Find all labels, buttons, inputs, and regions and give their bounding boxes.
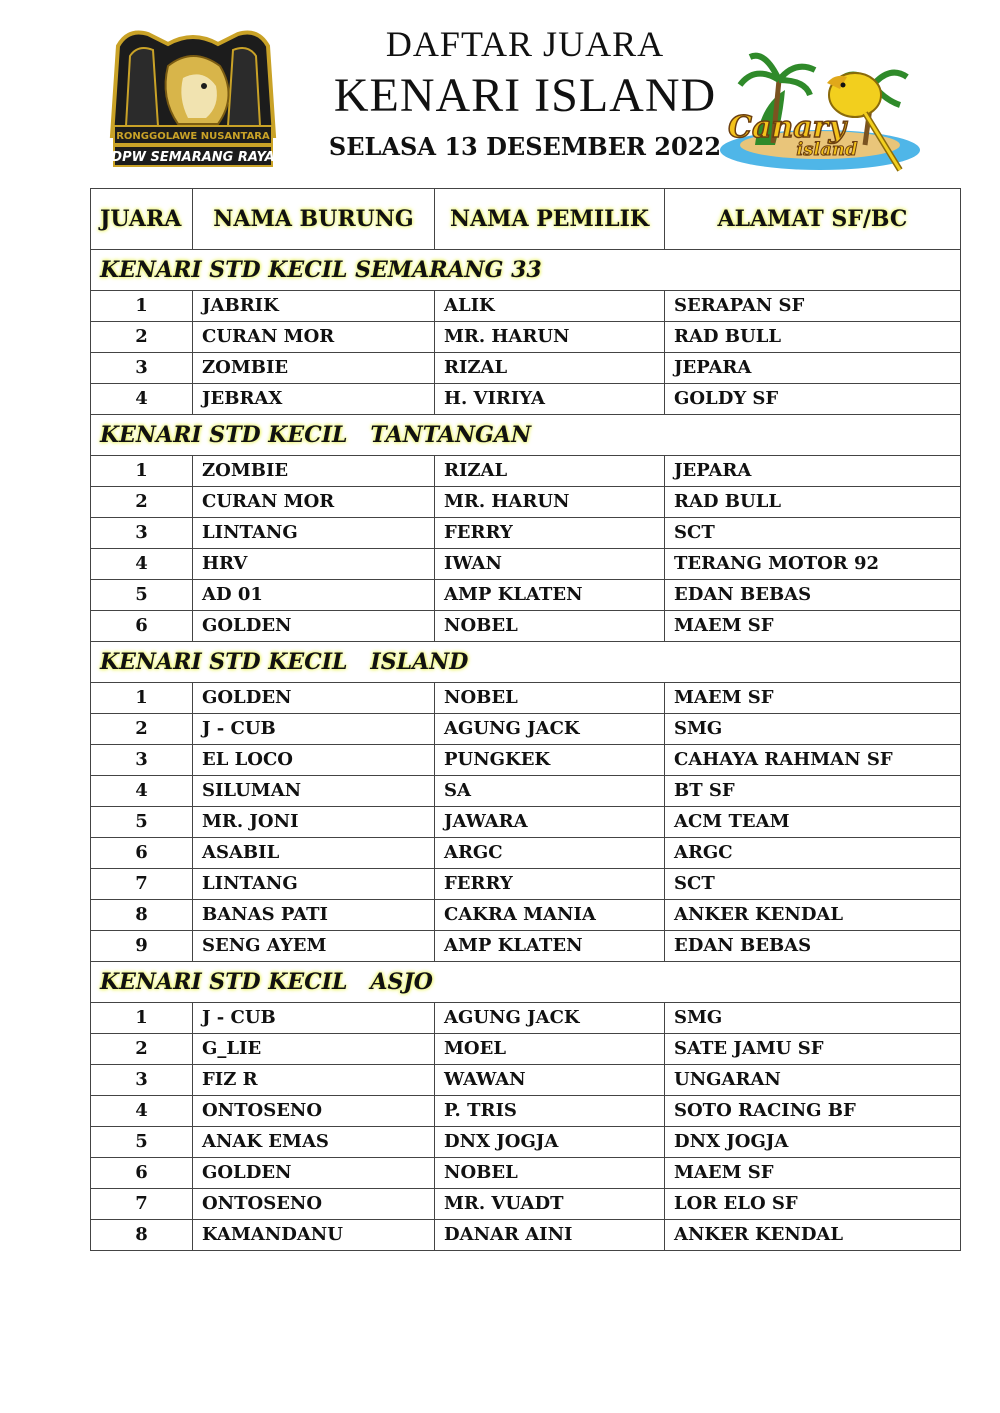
- table-row: [91, 1127, 961, 1158]
- table-row: [91, 776, 961, 807]
- owner-name-cell: MR. VUADT: [435, 1189, 665, 1220]
- address-cell: MAEM SF: [665, 1158, 961, 1189]
- address-cell: SMG: [665, 714, 961, 745]
- rank-cell: 6: [91, 1158, 193, 1189]
- owner-name-cell: MR. HARUN: [435, 322, 665, 353]
- address-cell: RAD BULL: [665, 322, 961, 353]
- table-row: [91, 322, 961, 353]
- owner-name-cell: NOBEL: [435, 1158, 665, 1189]
- bird-name-cell: ZOMBIE: [193, 353, 435, 384]
- owner-name-cell: H. VIRIYA: [435, 384, 665, 415]
- table-row: [91, 384, 961, 415]
- title-event-name: KENARI ISLAND: [333, 69, 717, 122]
- table-row: [91, 456, 961, 487]
- bird-name-cell: GOLDEN: [193, 683, 435, 714]
- table-row: [91, 353, 961, 384]
- category-row: [91, 642, 961, 683]
- table-row: [91, 838, 961, 869]
- owner-name-cell: RIZAL: [435, 353, 665, 384]
- results-table-body: [91, 250, 961, 1251]
- logo-left-bottom-text: DPW SEMARANG RAYA: [111, 150, 275, 165]
- owner-name-cell: DANAR AINI: [435, 1220, 665, 1251]
- table-row: [91, 931, 961, 962]
- column-header-juara: JUARA: [91, 189, 193, 250]
- ronggolawe-logo: [108, 26, 278, 168]
- owner-name-cell: AMP KLATEN: [435, 580, 665, 611]
- bird-name-cell: GOLDEN: [193, 611, 435, 642]
- owner-name-cell: SA: [435, 776, 665, 807]
- bird-name-cell: KAMANDANU: [193, 1220, 435, 1251]
- address-cell: CAHAYA RAHMAN SF: [665, 745, 961, 776]
- bird-name-cell: ASABIL: [193, 838, 435, 869]
- bird-name-cell: JABRIK: [193, 291, 435, 322]
- bird-name-cell: LINTANG: [193, 518, 435, 549]
- table-row: [91, 549, 961, 580]
- address-cell: MAEM SF: [665, 683, 961, 714]
- rank-cell: 2: [91, 714, 193, 745]
- category-title: KENARI STD KECIL ASJO: [91, 962, 961, 1003]
- owner-name-cell: PUNGKEK: [435, 745, 665, 776]
- bird-name-cell: J - CUB: [193, 1003, 435, 1034]
- bird-name-cell: MR. JONI: [193, 807, 435, 838]
- bird-name-cell: JEBRAX: [193, 384, 435, 415]
- table-row: [91, 683, 961, 714]
- rank-cell: 3: [91, 1065, 193, 1096]
- bird-name-cell: CURAN MOR: [193, 322, 435, 353]
- category-title: KENARI STD KECIL ISLAND: [91, 642, 961, 683]
- address-cell: SCT: [665, 869, 961, 900]
- address-cell: DNX JOGJA: [665, 1127, 961, 1158]
- bird-name-cell: CURAN MOR: [193, 487, 435, 518]
- category-title: KENARI STD KECIL TANTANGAN: [91, 415, 961, 456]
- rank-cell: 1: [91, 456, 193, 487]
- column-header-nama-burung: NAMA BURUNG: [193, 189, 435, 250]
- canary-island-logo: [715, 45, 930, 180]
- rank-cell: 5: [91, 1127, 193, 1158]
- rank-cell: 6: [91, 838, 193, 869]
- owner-name-cell: MR. HARUN: [435, 487, 665, 518]
- bird-name-cell: BANAS PATI: [193, 900, 435, 931]
- rank-cell: 8: [91, 900, 193, 931]
- bird-name-cell: HRV: [193, 549, 435, 580]
- results-table: [90, 188, 961, 1251]
- document-header: [0, 0, 1000, 185]
- owner-name-cell: FERRY: [435, 869, 665, 900]
- rank-cell: 2: [91, 1034, 193, 1065]
- table-row: [91, 714, 961, 745]
- rank-cell: 9: [91, 931, 193, 962]
- rank-cell: 4: [91, 384, 193, 415]
- bird-name-cell: ONTOSENO: [193, 1189, 435, 1220]
- address-cell: TERANG MOTOR 92: [665, 549, 961, 580]
- title-daftar-juara: DAFTAR JUARA: [385, 24, 665, 64]
- owner-name-cell: NOBEL: [435, 611, 665, 642]
- address-cell: SOTO RACING BF: [665, 1096, 961, 1127]
- owner-name-cell: RIZAL: [435, 456, 665, 487]
- title-block: [300, 22, 750, 164]
- address-cell: UNGARAN: [665, 1065, 961, 1096]
- table-row: [91, 611, 961, 642]
- rank-cell: 1: [91, 683, 193, 714]
- owner-name-cell: AGUNG JACK: [435, 1003, 665, 1034]
- table-row: [91, 1096, 961, 1127]
- address-cell: BT SF: [665, 776, 961, 807]
- owner-name-cell: MOEL: [435, 1034, 665, 1065]
- category-row: [91, 962, 961, 1003]
- rank-cell: 5: [91, 807, 193, 838]
- owner-name-cell: ALIK: [435, 291, 665, 322]
- rank-cell: 4: [91, 549, 193, 580]
- bird-name-cell: G_LIE: [193, 1034, 435, 1065]
- address-cell: LOR ELO SF: [665, 1189, 961, 1220]
- column-header-alamat: ALAMAT SF/BC: [665, 189, 961, 250]
- table-row: [91, 580, 961, 611]
- owner-name-cell: WAWAN: [435, 1065, 665, 1096]
- category-title: KENARI STD KECIL SEMARANG 33: [91, 250, 961, 291]
- rank-cell: 4: [91, 776, 193, 807]
- bird-name-cell: SILUMAN: [193, 776, 435, 807]
- rank-cell: 1: [91, 1003, 193, 1034]
- bird-name-cell: J - CUB: [193, 714, 435, 745]
- bird-name-cell: EL LOCO: [193, 745, 435, 776]
- category-row: [91, 415, 961, 456]
- table-row: [91, 1158, 961, 1189]
- table-row: [91, 487, 961, 518]
- bird-name-cell: GOLDEN: [193, 1158, 435, 1189]
- bird-name-cell: ZOMBIE: [193, 456, 435, 487]
- address-cell: SCT: [665, 518, 961, 549]
- column-header-nama-pemilik: NAMA PEMILIK: [435, 189, 665, 250]
- owner-name-cell: ARGC: [435, 838, 665, 869]
- owner-name-cell: JAWARA: [435, 807, 665, 838]
- owner-name-cell: NOBEL: [435, 683, 665, 714]
- rank-cell: 7: [91, 869, 193, 900]
- bird-name-cell: ONTOSENO: [193, 1096, 435, 1127]
- table-row: [91, 1034, 961, 1065]
- logo-right-sub-text: island: [796, 139, 858, 160]
- address-cell: ANKER KENDAL: [665, 1220, 961, 1251]
- table-row: [91, 869, 961, 900]
- bird-name-cell: SENG AYEM: [193, 931, 435, 962]
- table-row: [91, 900, 961, 931]
- owner-name-cell: AMP KLATEN: [435, 931, 665, 962]
- rank-cell: 6: [91, 611, 193, 642]
- category-row: [91, 250, 961, 291]
- bird-name-cell: AD 01: [193, 580, 435, 611]
- address-cell: ARGC: [665, 838, 961, 869]
- rank-cell: 3: [91, 518, 193, 549]
- address-cell: EDAN BEBAS: [665, 931, 961, 962]
- address-cell: SATE JAMU SF: [665, 1034, 961, 1065]
- rank-cell: 1: [91, 291, 193, 322]
- address-cell: ACM TEAM: [665, 807, 961, 838]
- rank-cell: 2: [91, 487, 193, 518]
- table-row: [91, 807, 961, 838]
- logo-right-main-text: Canary: [728, 110, 846, 145]
- address-cell: RAD BULL: [665, 487, 961, 518]
- table-row: [91, 1189, 961, 1220]
- bird-name-cell: FIZ R: [193, 1065, 435, 1096]
- table-header-row: [91, 189, 961, 250]
- table-row: [91, 291, 961, 322]
- bird-name-cell: ANAK EMAS: [193, 1127, 435, 1158]
- address-cell: ANKER KENDAL: [665, 900, 961, 931]
- rank-cell: 4: [91, 1096, 193, 1127]
- owner-name-cell: P. TRIS: [435, 1096, 665, 1127]
- title-event-date: SELASA 13 DESEMBER 2022: [328, 132, 722, 161]
- rank-cell: 7: [91, 1189, 193, 1220]
- address-cell: SERAPAN SF: [665, 291, 961, 322]
- address-cell: MAEM SF: [665, 611, 961, 642]
- address-cell: JEPARA: [665, 353, 961, 384]
- logo-left-top-text: RONGGOLAWE NUSANTARA: [116, 131, 270, 142]
- owner-name-cell: DNX JOGJA: [435, 1127, 665, 1158]
- table-row: [91, 1220, 961, 1251]
- owner-name-cell: CAKRA MANIA: [435, 900, 665, 931]
- address-cell: JEPARA: [665, 456, 961, 487]
- rank-cell: 5: [91, 580, 193, 611]
- table-row: [91, 1065, 961, 1096]
- address-cell: SMG: [665, 1003, 961, 1034]
- rank-cell: 3: [91, 745, 193, 776]
- table-row: [91, 1003, 961, 1034]
- address-cell: GOLDY SF: [665, 384, 961, 415]
- bird-name-cell: LINTANG: [193, 869, 435, 900]
- rank-cell: 2: [91, 322, 193, 353]
- address-cell: EDAN BEBAS: [665, 580, 961, 611]
- owner-name-cell: IWAN: [435, 549, 665, 580]
- owner-name-cell: FERRY: [435, 518, 665, 549]
- table-row: [91, 518, 961, 549]
- owner-name-cell: AGUNG JACK: [435, 714, 665, 745]
- rank-cell: 3: [91, 353, 193, 384]
- table-row: [91, 745, 961, 776]
- rank-cell: 8: [91, 1220, 193, 1251]
